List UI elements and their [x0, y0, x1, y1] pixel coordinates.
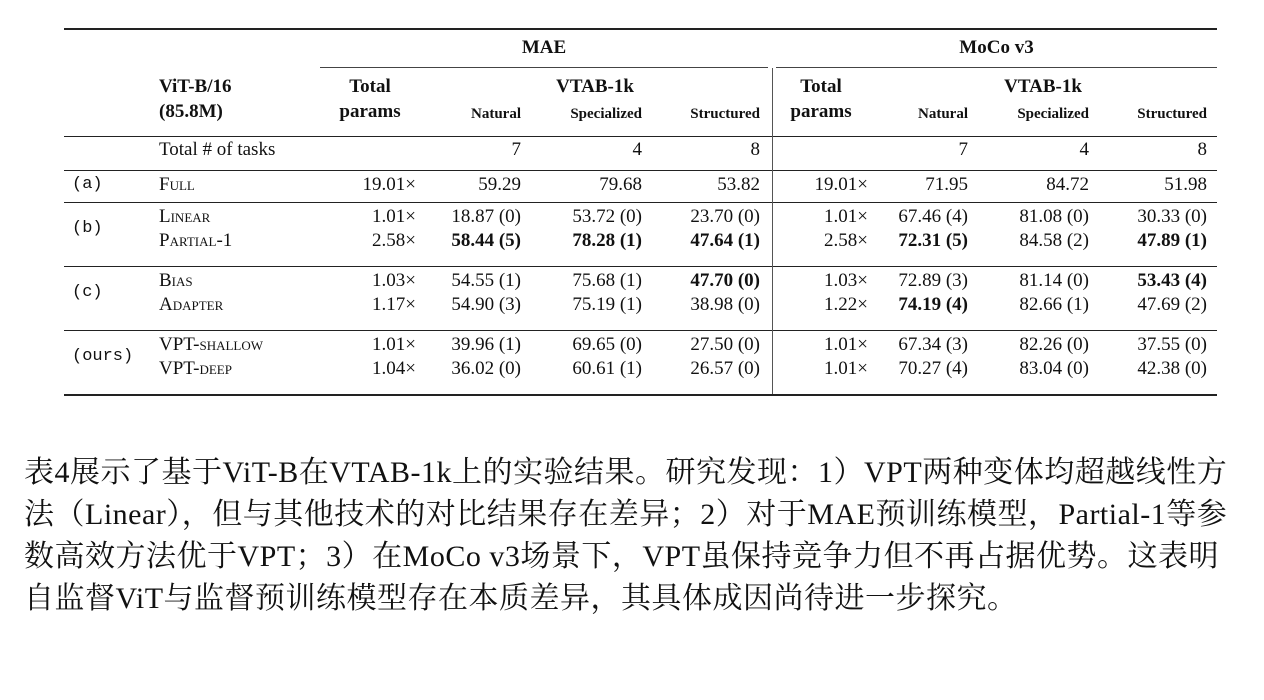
row-moco-params: 1.01×	[824, 334, 868, 355]
row-moco-params: 1.03×	[824, 270, 868, 291]
moco-total-params-l2: params	[790, 101, 852, 122]
tasks-label: Total # of tasks	[159, 139, 276, 160]
row-mae-params: 19.01×	[362, 174, 416, 195]
tasks-mae-specialized: 4	[632, 139, 642, 160]
moco-col-specialized: Specialized	[1017, 106, 1089, 122]
row-mae-value: 54.55 (1)	[451, 270, 521, 291]
model-params: (85.8M)	[159, 101, 223, 122]
row-moco-value: 42.38 (0)	[1137, 358, 1207, 379]
row-c-rule	[64, 330, 1217, 331]
row-moco-value: 70.27 (4)	[898, 358, 968, 379]
row-mae-value: 75.68 (1)	[572, 270, 642, 291]
row-mae-value: 78.28 (1)	[572, 230, 642, 251]
row-moco-value: 72.89 (3)	[898, 270, 968, 291]
mae-col-natural: Natural	[471, 106, 521, 122]
moco-vtab: VTAB-1k	[1004, 76, 1082, 97]
row-moco-value: 51.98	[1164, 174, 1207, 195]
row-mae-value: 47.70 (0)	[690, 270, 760, 291]
top-rule	[64, 28, 1217, 30]
row-mae-value: 60.61 (1)	[572, 358, 642, 379]
row-method: VPT-shallow	[159, 334, 264, 355]
model-name: ViT-B/16	[159, 76, 232, 97]
header-rule	[64, 136, 1217, 137]
row-group-label: (ours)	[72, 347, 134, 366]
row-mae-value: 54.90 (3)	[451, 294, 521, 315]
mae-total-params-l2: params	[339, 101, 401, 122]
row-mae-value: 18.87 (0)	[451, 206, 521, 227]
row-moco-value: 83.04 (0)	[1019, 358, 1089, 379]
row-moco-value: 72.31 (5)	[898, 230, 968, 251]
mae-vtab: VTAB-1k	[556, 76, 634, 97]
row-method: VPT-deep	[159, 358, 232, 379]
row-mae-value: 47.64 (1)	[690, 230, 760, 251]
row-mae-value: 26.57 (0)	[690, 358, 760, 379]
row-mae-params: 1.04×	[372, 358, 416, 379]
row-mae-value: 38.98 (0)	[690, 294, 760, 315]
row-mae-value: 27.50 (0)	[690, 334, 760, 355]
row-moco-value: 81.14 (0)	[1019, 270, 1089, 291]
row-moco-value: 84.58 (2)	[1019, 230, 1089, 251]
row-mae-value: 58.44 (5)	[451, 230, 521, 251]
row-mae-params: 1.01×	[372, 206, 416, 227]
row-a-rule	[64, 202, 1217, 203]
mae-col-specialized: Specialized	[570, 106, 642, 122]
row-moco-value: 74.19 (4)	[898, 294, 968, 315]
row-moco-value: 53.43 (4)	[1137, 270, 1207, 291]
row-mae-value: 75.19 (1)	[572, 294, 642, 315]
moco-col-structured: Structured	[1137, 106, 1207, 122]
summary-paragraph: 表4展示了基于ViT-B在VTAB-1k上的实验结果。研究发现：1）VPT两种变体均超越线性方法（Linear），但与其他技术的对比结果存在差异；2）对于MAE预训练模型，Partial-1等参数高效方法优于VPT；3）在MoCo v3场景下，VPT虽保持竞争力但不再占据优势。这表明自监督ViT与监督预训练模型存在本质差异，其具体成因尚待进一步探究。	[24, 456, 1228, 615]
row-mae-value: 59.29	[478, 174, 521, 195]
row-b-rule	[64, 266, 1217, 267]
row-mae-value: 79.68	[599, 174, 642, 195]
row-method: Bias	[159, 270, 193, 291]
row-moco-value: 71.95	[925, 174, 968, 195]
row-group-label: (c)	[72, 283, 103, 302]
tasks-moco-specialized: 4	[1079, 139, 1089, 160]
tasks-moco-natural: 7	[958, 139, 968, 160]
row-moco-value: 82.66 (1)	[1019, 294, 1089, 315]
row-moco-value: 81.08 (0)	[1019, 206, 1089, 227]
row-group-label: (b)	[72, 219, 103, 238]
row-mae-params: 1.01×	[372, 334, 416, 355]
row-moco-value: 47.89 (1)	[1137, 230, 1207, 251]
group-mae: MAE	[521, 37, 567, 58]
row-mae-value: 23.70 (0)	[690, 206, 760, 227]
group-moco: MoCo v3	[959, 37, 1034, 58]
tasks-rule	[64, 170, 1217, 171]
tasks-mae-natural: 7	[511, 139, 521, 160]
results-table	[64, 28, 1217, 396]
row-moco-value: 67.34 (3)	[898, 334, 968, 355]
moco-total-params-l1: Total	[800, 76, 842, 97]
row-mae-value: 39.96 (1)	[451, 334, 521, 355]
column-separator	[772, 68, 773, 394]
row-group-label: (a)	[72, 175, 103, 194]
row-moco-params: 1.01×	[824, 358, 868, 379]
row-moco-params: 1.22×	[824, 294, 868, 315]
row-mae-params: 1.17×	[372, 294, 416, 315]
tasks-moco-structured: 8	[1197, 139, 1207, 160]
row-mae-value: 53.82	[717, 174, 760, 195]
row-moco-value: 30.33 (0)	[1137, 206, 1207, 227]
group-rule-moco	[776, 67, 1217, 68]
row-method: Full	[159, 174, 195, 195]
row-moco-value: 82.26 (0)	[1019, 334, 1089, 355]
row-moco-value: 84.72	[1046, 174, 1089, 195]
row-method: Partial-1	[159, 230, 233, 251]
row-mae-params: 1.03×	[372, 270, 416, 291]
row-moco-value: 47.69 (2)	[1137, 294, 1207, 315]
row-moco-value: 37.55 (0)	[1137, 334, 1207, 355]
moco-col-natural: Natural	[918, 106, 968, 122]
row-mae-params: 2.58×	[372, 230, 416, 251]
row-mae-value: 36.02 (0)	[451, 358, 521, 379]
row-method: Linear	[159, 206, 211, 227]
row-moco-params: 2.58×	[824, 230, 868, 251]
row-moco-params: 19.01×	[814, 174, 868, 195]
tasks-mae-structured: 8	[750, 139, 760, 160]
row-moco-params: 1.01×	[824, 206, 868, 227]
bottom-rule	[64, 394, 1217, 396]
mae-total-params-l1: Total	[349, 76, 391, 97]
row-moco-value: 67.46 (4)	[898, 206, 968, 227]
mae-col-structured: Structured	[690, 106, 760, 122]
row-mae-value: 53.72 (0)	[572, 206, 642, 227]
row-mae-value: 69.65 (0)	[572, 334, 642, 355]
row-method: Adapter	[159, 294, 224, 315]
group-rule-mae	[320, 67, 768, 68]
